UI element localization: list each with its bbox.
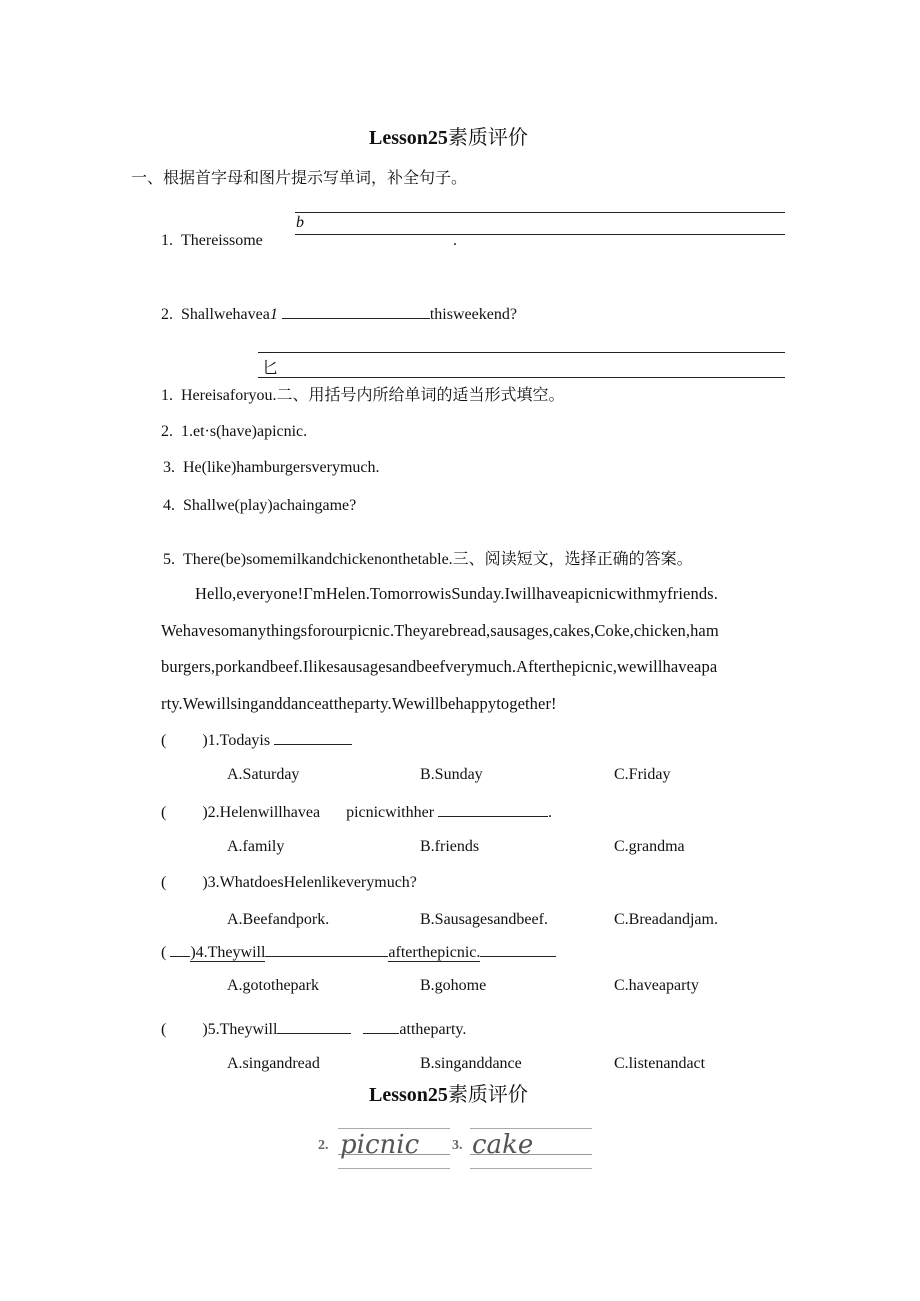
blank[interactable] [282,304,430,319]
option-a[interactable]: A.Beefandpork. [227,911,330,928]
mc-question [161,1019,466,1039]
blank[interactable] [480,942,556,957]
question-stem-mid: attheparty. [399,1021,467,1038]
question-stem: )1.Todayis [202,732,271,749]
answer-key-title [369,1078,528,1107]
item-text: Shallwe(play)achaingame? [183,497,357,514]
answer-line-top [295,212,785,213]
option-c[interactable]: C.Breadandjam. [614,911,718,928]
item-text: 1.et·s(have)apicnic. [181,423,308,440]
answer-key-image [318,1124,594,1174]
item-text: He(like)hamburgersverymuch. [183,459,380,476]
handwritten-answer: cake [472,1130,534,1160]
hint-letter: 匕 [262,360,279,377]
title-cn: 素质评价 [447,127,528,149]
hint-letter: 1 [269,306,278,323]
fill-item [163,497,356,515]
blank[interactable] [363,1019,399,1034]
answer-number: 2. [318,1138,329,1153]
passage-line: Wehavesomanythingsforourpicnic.Theyarebread,sausages,cakes,Coke,chicken,ham [161,620,719,640]
fill-item [161,423,307,441]
option-a[interactable]: A.family [227,838,285,855]
question-3 [161,382,565,405]
hint-letter: b [296,214,304,231]
option-c[interactable]: C.listenandact [614,1055,706,1072]
question-1-end: . [453,232,457,249]
question-text-end: thisweekend? [429,306,517,323]
item-text: There(be)somemilkandchickenonthetable. [183,551,453,568]
answer-paren[interactable]: ( [161,944,167,961]
answer-paren[interactable]: ( [161,732,167,749]
option-b[interactable]: B.singanddance [420,1055,522,1072]
item-number: 2. [161,423,173,440]
answer-paren[interactable]: ( [161,874,167,891]
option-c[interactable]: C.Friday [614,766,671,783]
passage-line: burgers,porkandbeef.Ilikesausagesandbeefverymuch.Afterthepicnic,wewillhaveapa [161,657,718,676]
question-text: Thereissome [181,232,263,249]
title-cn: 素质评价 [447,1084,528,1106]
section1-heading: 一、根据首字母和图片提示写单词，补全句子。 [131,170,468,187]
question-2 [161,304,517,324]
question-end: . [548,804,553,821]
option-c[interactable]: C.grandma [614,838,685,855]
passage-line: rty.Wewillsinganddanceattheparty.Wewillbehappytogether! [161,693,557,713]
question-number: 2. [161,306,173,323]
title-main: Lesson25 [369,1084,448,1106]
question-text: Shallwehavea [181,306,270,323]
option-b[interactable]: B.friends [420,838,480,855]
option-b[interactable]: B.gohome [420,977,487,994]
question-stem-mid: afterthepicnic. [388,944,481,961]
section2-heading: 二、用括号内所给单词的适当形式填空。 [276,387,565,404]
handwritten-answer: picnic [340,1130,420,1160]
section3-heading: 三、阅读短文，选择正确的答案。 [452,551,693,568]
blank[interactable] [274,730,352,745]
mc-question [161,942,556,962]
answer-line-bottom [295,234,785,235]
answer-line-top [258,352,785,353]
item-number: 5. [163,551,175,568]
item-number: 4. [163,497,175,514]
mc-question [161,874,417,892]
question-stem: )4.Theywill [190,944,266,961]
question-stem: )2.Helenwillhavea [202,804,321,821]
question-stem-mid: picnicwithher [346,804,435,821]
option-b[interactable]: B.Sunday [420,766,483,783]
question-number: 1. [161,387,173,404]
option-c[interactable]: C.haveaparty [614,977,699,994]
item-number: 3. [163,459,175,476]
option-a[interactable]: A.Saturday [227,766,300,783]
question-1 [161,232,263,250]
passage [161,576,719,722]
fill-item [163,546,693,569]
question-stem: )3.WhatdoesHelenlikeverymuch? [202,874,417,891]
question-number: 1. [161,232,173,249]
mc-question [161,730,352,750]
mc-question [161,802,552,822]
blank[interactable] [265,942,388,957]
fill-item [163,459,380,477]
answer-paren[interactable]: ( [161,1021,167,1038]
option-a[interactable]: A.singandread [227,1055,320,1072]
answer-number: 3. [452,1138,463,1153]
blank[interactable] [277,1019,351,1034]
blank[interactable] [170,942,190,957]
title-main: Lesson25 [369,127,448,149]
option-a[interactable]: A.gotothepark [227,977,319,994]
passage-line: Hello,everyone!ΓmHelen.TomorrowisSunday.Iwillhaveapicnicwithmyfriends. [195,584,718,603]
question-text: Hereisaforyou. [181,387,277,404]
answer-paren[interactable]: ( [161,804,167,821]
option-b[interactable]: B.Sausagesandbeef. [420,911,548,928]
question-stem: )5.Theywill [202,1021,278,1038]
page-title [369,121,528,150]
answer-line-bottom [258,377,785,378]
blank[interactable] [438,802,548,817]
